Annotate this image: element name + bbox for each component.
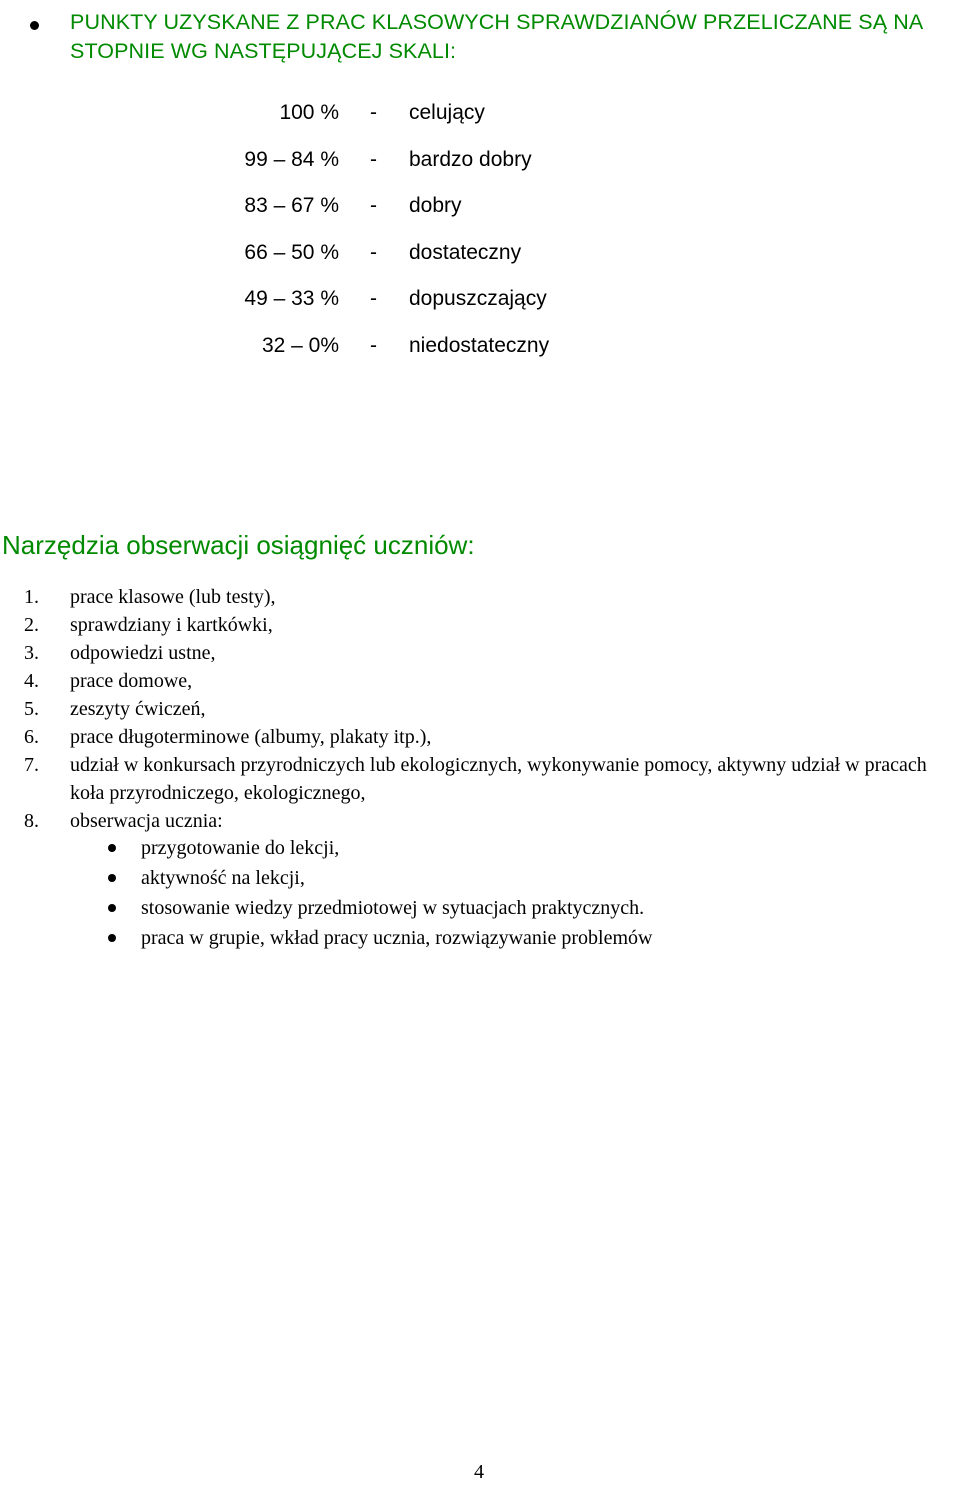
observation-text: przygotowanie do lekcji, [141, 837, 340, 859]
list-item-text: odpowiedzi ustne, [70, 642, 216, 664]
list-number: 6. [24, 726, 39, 748]
observation-item [108, 923, 948, 953]
observation-item [108, 893, 948, 923]
range-dash: - [370, 147, 377, 171]
percent-range: 66 – 50 % [244, 240, 339, 264]
observation-item [108, 863, 948, 893]
range-dash: - [370, 333, 377, 357]
list-number: 8. [24, 810, 39, 832]
list-item [24, 639, 954, 667]
list-item [24, 583, 954, 611]
grading-scale-row [200, 238, 700, 285]
list-item-text: prace domowe, [70, 670, 193, 692]
section-title: Narzędzia obserwacji osiągnięć uczniów: [2, 530, 475, 560]
percent-range: 49 – 33 % [244, 287, 339, 310]
grade-label: dopuszczający [409, 287, 547, 310]
grade-label: bardzo dobry [409, 147, 532, 171]
grading-scale-row [200, 145, 700, 192]
tools-list [24, 583, 954, 835]
observation-text: praca w grupie, wkład pracy ucznia, rozwiązywanie problemów [141, 927, 653, 949]
list-item [24, 723, 954, 751]
list-item-text: prace klasowe (lub testy), [70, 586, 276, 608]
observation-text: stosowanie wiedzy przedmiotowej w sytuacjach praktycznych. [141, 897, 645, 919]
page-number: 4 [474, 1461, 484, 1483]
bullet-icon [30, 21, 39, 30]
range-dash: - [370, 240, 377, 264]
list-item [24, 667, 954, 695]
range-dash: - [370, 194, 377, 217]
grade-label: dostateczny [409, 240, 522, 264]
scale-heading-text: PUNKTY UZYSKANE Z PRAC KLASOWYCH SPRAWDZIANÓW PRZELICZANE SĄ NA STOPNIE WG NASTĘPUJĄCEJ SKALI: [70, 10, 923, 63]
grading-scale-row [200, 284, 700, 331]
grading-scale-row [200, 98, 700, 145]
observation-item [108, 833, 948, 863]
list-number: 1. [24, 586, 39, 608]
observation-list [108, 833, 948, 953]
grade-label: dobry [409, 194, 462, 217]
percent-range: 100 % [279, 101, 339, 124]
percent-range: 99 – 84 % [244, 147, 339, 171]
range-dash: - [370, 101, 377, 124]
list-item-text: obserwacja ucznia: [70, 810, 223, 832]
bullet-icon [108, 874, 116, 882]
grading-scale [200, 98, 700, 377]
list-item-text: sprawdziany i kartkówki, [70, 614, 273, 636]
percent-range: 32 – 0% [261, 333, 339, 357]
list-number: 4. [24, 670, 39, 692]
bullet-icon [108, 904, 116, 912]
list-number: 5. [24, 698, 39, 720]
grading-scale-row [200, 191, 700, 238]
observation-text: aktywność na lekcji, [141, 867, 305, 889]
list-item [24, 751, 954, 807]
list-item [24, 807, 954, 835]
grading-scale-row [200, 331, 700, 378]
range-dash: - [370, 287, 377, 310]
grade-label: celujący [409, 101, 485, 124]
list-item [24, 695, 954, 723]
list-item [24, 611, 954, 639]
list-item-text: udział w konkursach przyrodniczych lub ekologicznych, wykonywanie pomocy, aktywny udział w pracach koła przyrodniczego, ekologicznego, [70, 754, 927, 804]
list-number: 7. [24, 754, 39, 776]
list-item-text: prace długoterminowe (albumy, plakaty itp.), [70, 726, 432, 748]
list-item-text: zeszyty ćwiczeń, [70, 698, 206, 720]
list-number: 3. [24, 642, 39, 664]
percent-range: 83 – 67 % [244, 194, 339, 217]
bullet-icon [108, 934, 116, 942]
bullet-icon [108, 844, 116, 852]
grade-label: niedostateczny [409, 333, 550, 357]
list-number: 2. [24, 614, 39, 636]
